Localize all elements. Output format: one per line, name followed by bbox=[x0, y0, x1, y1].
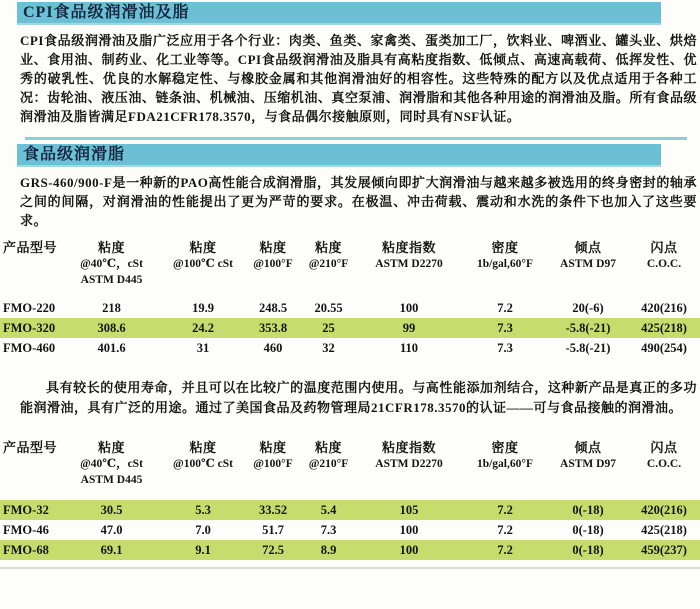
spec-value: 459(237) bbox=[641, 543, 687, 557]
spec-value: 24.2 bbox=[192, 321, 214, 335]
table-row bbox=[0, 298, 700, 318]
column-title: 密度 bbox=[491, 440, 519, 455]
column-subtitle bbox=[245, 272, 301, 288]
table-body bbox=[0, 298, 700, 358]
column-subtitle: 1b/gal,60°F bbox=[476, 258, 534, 270]
column-title: 粘度 bbox=[259, 240, 287, 255]
spec-table-fmo-multipurpose-oils bbox=[0, 440, 700, 560]
table-row bbox=[0, 338, 700, 358]
spec-value: 72.5 bbox=[262, 543, 284, 557]
column-title: 粘度指数 bbox=[381, 440, 436, 455]
divider-line bbox=[25, 137, 687, 140]
column-header bbox=[356, 440, 462, 488]
column-subtitle bbox=[628, 272, 700, 288]
column-subtitle: 1b/gal,60°F bbox=[476, 458, 534, 470]
table-header-row bbox=[0, 240, 700, 288]
spec-value: 32 bbox=[322, 341, 335, 355]
spec-value: 7.3 bbox=[320, 523, 337, 537]
product-model: FMO-460 bbox=[3, 341, 56, 355]
column-header bbox=[462, 240, 548, 288]
table-header-row bbox=[0, 440, 700, 488]
spec-value: 5.3 bbox=[195, 503, 211, 517]
product-model: FMO-220 bbox=[3, 301, 56, 315]
spec-value: 425(218) bbox=[641, 321, 687, 335]
product-model: FMO-32 bbox=[3, 503, 49, 517]
spec-value: 51.7 bbox=[262, 523, 284, 537]
column-subtitle bbox=[356, 472, 462, 488]
spec-value: 7.2 bbox=[497, 543, 513, 557]
column-subtitle bbox=[462, 272, 548, 288]
column-subtitle bbox=[548, 472, 628, 488]
spec-value: 7.0 bbox=[195, 523, 211, 537]
column-title: 粘度 bbox=[259, 440, 287, 455]
column-header bbox=[628, 240, 700, 288]
column-subtitle bbox=[356, 272, 462, 288]
spec-value: 8.9 bbox=[320, 543, 337, 557]
section-header-cpi-food-grade-lubricants bbox=[17, 2, 661, 25]
column-subtitle: C.O.C. bbox=[646, 458, 682, 470]
column-subtitle: @100℃ cSt bbox=[173, 258, 233, 270]
column-title: 密度 bbox=[491, 240, 519, 255]
spec-value: 33.52 bbox=[258, 503, 288, 517]
column-header bbox=[62, 240, 161, 288]
column-subtitle: @210°F bbox=[308, 258, 349, 270]
spec-value: 0(-18) bbox=[572, 503, 604, 517]
column-subtitle bbox=[301, 272, 356, 288]
column-subtitle bbox=[161, 472, 245, 488]
spec-value: 31 bbox=[196, 341, 210, 355]
product-model: FMO-46 bbox=[3, 523, 49, 537]
column-header bbox=[62, 440, 161, 488]
spec-value: 5.4 bbox=[320, 503, 337, 517]
column-subtitle: @100°F bbox=[253, 458, 293, 470]
column-header bbox=[301, 440, 356, 488]
column-subtitle bbox=[3, 456, 62, 472]
spec-value: 100 bbox=[399, 523, 419, 537]
spec-value: 401.6 bbox=[97, 341, 126, 355]
column-subtitle bbox=[462, 472, 548, 488]
column-title: 粘度 bbox=[314, 440, 342, 455]
table-row bbox=[0, 318, 700, 338]
spec-value: 7.2 bbox=[497, 523, 513, 537]
column-header bbox=[245, 240, 301, 288]
spec-value: 420(216) bbox=[641, 301, 687, 315]
spec-value: 110 bbox=[399, 341, 419, 355]
column-subtitle: @40℃，cSt bbox=[80, 458, 143, 470]
column-subtitle: @40℃，cSt bbox=[80, 258, 143, 270]
column-title: 粘度 bbox=[314, 240, 342, 255]
spec-value: 308.6 bbox=[97, 321, 126, 335]
spec-value: 20.55 bbox=[314, 301, 343, 315]
section-title: CPI食品级润滑油及脂 bbox=[23, 4, 190, 21]
spec-value: 9.1 bbox=[195, 543, 211, 557]
column-title: 闪点 bbox=[650, 240, 678, 255]
spec-value: 25 bbox=[322, 321, 335, 335]
spec-value: -5.8(-21) bbox=[565, 321, 611, 335]
column-subtitle bbox=[3, 256, 62, 272]
spec-value: 47.0 bbox=[100, 523, 123, 537]
column-title: 倾点 bbox=[574, 240, 602, 255]
spec-value: 490(254) bbox=[641, 341, 687, 355]
grease-paragraph: GRS-460/900-F是一种新的PAO高性能合成润滑脂，其发展倾向即扩大润滑油与越来越多被选用的终身密封的轴承之间的间隔，对润滑油的性能提出了更为严苛的要求。在极温、冲击荷载、震动和水洗的条件下也加入了这些要求。 bbox=[20, 175, 697, 228]
column-subtitle bbox=[3, 472, 62, 488]
spec-value: 425(218) bbox=[641, 523, 687, 537]
column-header bbox=[245, 440, 301, 488]
column-subtitle bbox=[161, 272, 245, 288]
column-title: 产品型号 bbox=[3, 440, 58, 455]
column-header bbox=[356, 240, 462, 288]
spec-value: 0(-18) bbox=[572, 543, 604, 557]
spec-value: 248.5 bbox=[258, 301, 288, 315]
column-header bbox=[0, 240, 62, 288]
column-subtitle bbox=[245, 472, 301, 488]
section-header-food-grade-grease bbox=[17, 144, 661, 167]
spec-value: 105 bbox=[399, 503, 419, 517]
column-subtitle: ASTM D2270 bbox=[375, 258, 443, 270]
column-title: 粘度指数 bbox=[381, 240, 436, 255]
spec-value: 100 bbox=[399, 301, 419, 315]
column-subtitle: ASTM D2270 bbox=[375, 458, 443, 470]
column-header bbox=[548, 240, 628, 288]
spec-value: 20(-6) bbox=[572, 301, 604, 315]
column-subtitle bbox=[628, 472, 700, 488]
bottom-divider bbox=[0, 567, 700, 569]
spec-value: 7.3 bbox=[497, 321, 513, 335]
mid-paragraph: 具有较长的使用寿命，并且可以在比较广的温度范围内使用。与高性能添加剂结合，这种新产品是真正的多功能润滑油，具有广泛的用途。通过了美国食品及药物管理局21CFR178.3570的认证——可与食品接触的润滑油。 bbox=[20, 380, 697, 415]
column-header bbox=[161, 240, 245, 288]
column-title: 粘度 bbox=[97, 240, 125, 255]
column-header bbox=[628, 440, 700, 488]
column-subtitle: @100℃ cSt bbox=[173, 458, 233, 470]
spec-value: 7.3 bbox=[497, 341, 513, 355]
spec-value: 30.5 bbox=[100, 503, 123, 517]
spec-value: 420(216) bbox=[641, 503, 687, 517]
spec-value: 99 bbox=[402, 321, 416, 335]
section-title: 食品级润滑脂 bbox=[23, 146, 126, 163]
spec-value: 19.9 bbox=[192, 301, 214, 315]
product-model: FMO-68 bbox=[3, 543, 49, 557]
spec-value: -5.8(-21) bbox=[565, 341, 611, 355]
column-title: 产品型号 bbox=[3, 240, 58, 255]
column-title: 粘度 bbox=[189, 240, 217, 255]
spec-table-fmo-gear-oils bbox=[0, 240, 700, 358]
column-subtitle: ASTM D445 bbox=[80, 274, 143, 286]
spec-value: 460 bbox=[263, 341, 283, 355]
column-subtitle: ASTM D97 bbox=[560, 458, 616, 470]
column-title: 倾点 bbox=[574, 440, 602, 455]
spec-value: 69.1 bbox=[100, 543, 123, 557]
spec-value: 7.2 bbox=[497, 503, 513, 517]
intro-paragraph: CPI食品级润滑油及脂广泛应用于各个行业：肉类、鱼类、家禽类、蛋类加工厂，饮料业、啤酒业、罐头业、烘焙业、食用油、制药业、化工业等等。CPI食品级润滑油及脂具有高粘度指数、低倾点、高速高载荷、低挥发性、优秀的破乳性、优良的水解稳定性、与橡胶金属和其他润滑油好的相容性。这些特殊的配方以及优点适用于各种工况：齿轮油、液压油、链条油、机械油、压缩机油、真空泵浦、润滑脂和其他各种用途的润滑油及脂。所有食品级润滑油及脂皆满足FDA21CFR178.3570，与食品偶尔接触原则，同时具有NSF认证。 bbox=[20, 33, 697, 124]
column-subtitle: ASTM D445 bbox=[80, 474, 143, 486]
column-subtitle bbox=[301, 472, 356, 488]
column-subtitle: C.O.C. bbox=[646, 258, 682, 270]
column-subtitle bbox=[3, 272, 62, 288]
spec-value: 218 bbox=[102, 301, 121, 315]
column-title: 粘度 bbox=[97, 440, 125, 455]
spec-value: 0(-18) bbox=[572, 523, 604, 537]
column-header bbox=[161, 440, 245, 488]
column-header bbox=[548, 440, 628, 488]
column-subtitle bbox=[548, 272, 628, 288]
spec-value: 7.2 bbox=[497, 301, 513, 315]
spec-value: 353.8 bbox=[258, 321, 288, 335]
spec-value: 100 bbox=[399, 543, 419, 557]
column-header bbox=[301, 240, 356, 288]
column-subtitle: ASTM D97 bbox=[560, 258, 616, 270]
table-row bbox=[0, 520, 700, 540]
column-header bbox=[462, 440, 548, 488]
table-row bbox=[0, 540, 700, 560]
table-row bbox=[0, 500, 700, 520]
column-subtitle: @210°F bbox=[308, 458, 349, 470]
column-title: 闪点 bbox=[650, 440, 678, 455]
column-title: 粘度 bbox=[189, 440, 217, 455]
product-model: FMO-320 bbox=[3, 321, 56, 335]
table-body bbox=[0, 500, 700, 560]
column-header bbox=[0, 440, 62, 488]
column-subtitle: @100°F bbox=[253, 258, 293, 270]
